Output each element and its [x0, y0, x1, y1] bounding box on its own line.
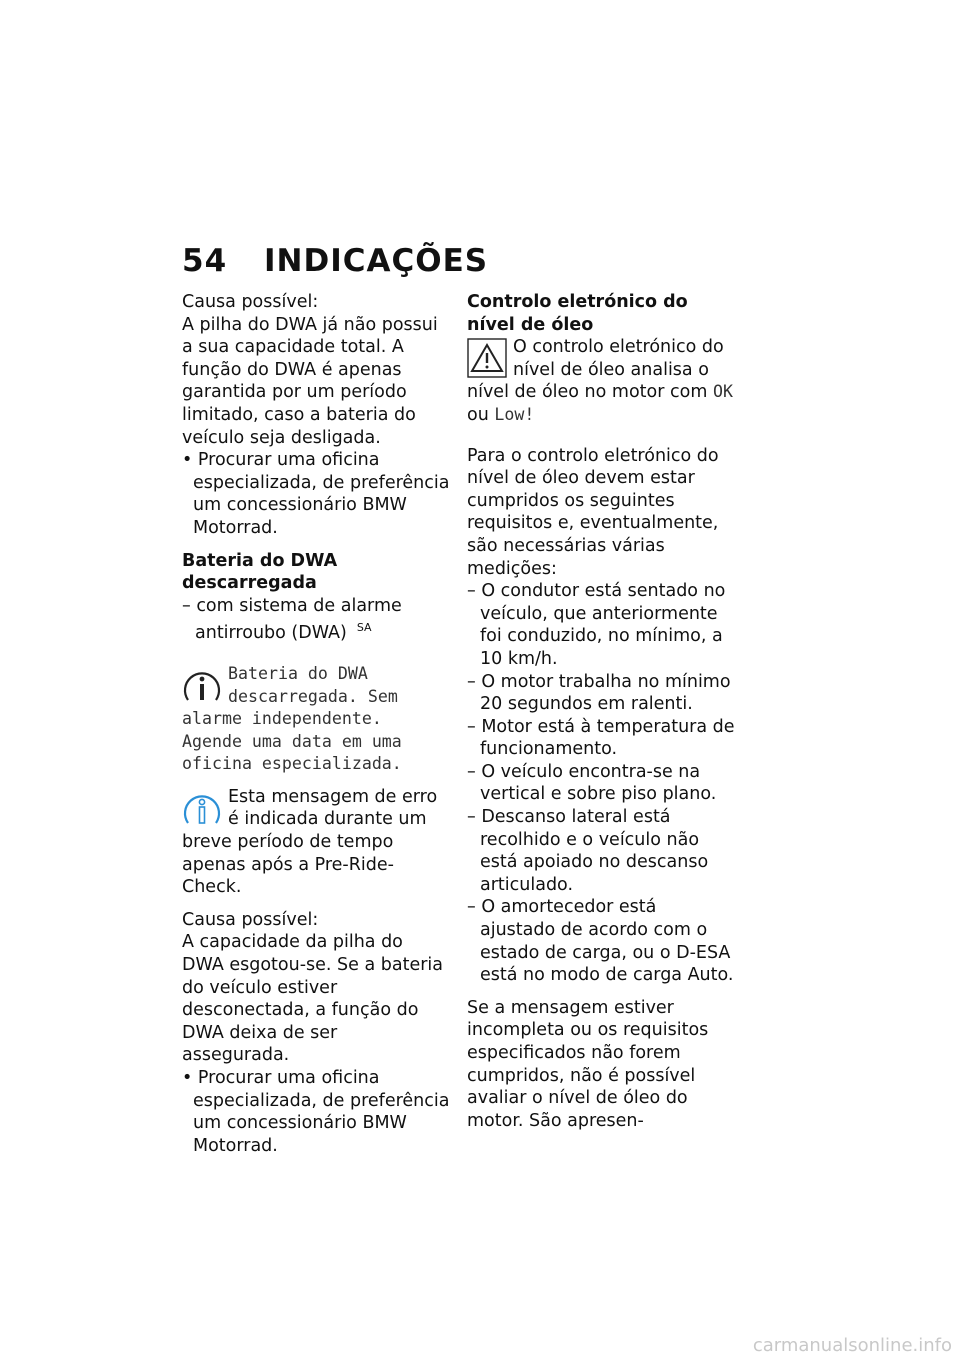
cause-label: Causa possível: [182, 292, 319, 312]
bullet-item: • Procurar uma oficina especializada, de preferência um concessionário BMW Motorrad. [182, 450, 450, 538]
dwa-message: Bateria do DWA descarregada. Sem alarme independente. Agende uma data em uma oficina especializada. [182, 663, 402, 774]
requirement-item: – O amortecedor está ajustado de acordo com o estado de carga, ou o D-ESA está no modo de carga Auto. [467, 897, 734, 986]
requirement-item: – O motor trabalha no mínimo 20 segundos em ralenti. [467, 671, 731, 715]
warning-text [467, 336, 737, 426]
page-number: 54 [182, 243, 228, 279]
requirement-item: – O veículo encontra-se na vertical e sobre piso plano. [467, 761, 717, 805]
warning-block [467, 336, 737, 426]
section-heading-oil: Controlo eletrónico do nível de óleo [467, 292, 688, 335]
info-icon-blue [182, 790, 222, 830]
option-sup: SA [356, 621, 372, 635]
cause-text-2: A capacidade da pilha do DWA esgotou-se. Se a bateria do veículo estiver desconectada, a função do DWA deixa de ser assegurada. [182, 932, 444, 1066]
watermark: carmanualsonline.info [752, 1335, 952, 1356]
page-title: INDICAÇÕES [264, 243, 489, 279]
section-heading-dwa: Bateria do DWA descarregada [182, 550, 338, 594]
cause-text: A pilha do DWA já não possui a sua capacidade total. A função do DWA é apenas garantida por um período limitado, caso a bateria do veículo seja desligada. [182, 314, 438, 448]
ok-value: OK [712, 382, 733, 402]
dash-item-text: – com sistema de alarme antirroubo (DWA) [182, 595, 402, 644]
info-icon [182, 667, 222, 707]
dash-item [182, 595, 450, 645]
low-value: Low! [494, 404, 535, 424]
closing-paragraph: Se a mensagem estiver incompleta ou os requisitos especificados não forem cumpridos, não é possível avaliar o nível de óleo do motor. São apresen- [467, 997, 709, 1131]
bullet-item-2: • Procurar uma oficina especializada, de preferência um concessionário BMW Motorrad. [182, 1068, 450, 1156]
left-column [182, 291, 450, 1157]
requirements-intro: Para o controlo eletrónico do nível de óleo devem estar cumpridos os seguintes requisitos e, eventualmente, são necessárias várias medições: [467, 445, 719, 579]
requirement-item: – Motor está à temperatura de funcionamento. [467, 716, 735, 760]
requirement-item: – Descanso lateral está recolhido e o veículo não está apoiado no descanso articulado. [467, 807, 709, 895]
info-block-mono [182, 663, 450, 776]
warning-text-b: ou [467, 404, 489, 425]
info-note: Esta mensagem de erro é indicada durante um breve período de tempo apenas após a Pre-Ride-Check. [182, 786, 438, 898]
requirement-item: – O condutor está sentado no veículo, que anteriormente foi conduzido, no mínimo, a 10 km/h. [467, 581, 726, 669]
cause-label-2: Causa possível: [182, 909, 319, 930]
warning-triangle-icon [467, 338, 507, 378]
warning-text-a: O controlo eletrónico do nível de óleo analisa o nível de óleo no motor com [467, 337, 724, 403]
page-header [182, 243, 488, 279]
right-column [467, 291, 737, 1132]
info-block-note [182, 786, 450, 899]
